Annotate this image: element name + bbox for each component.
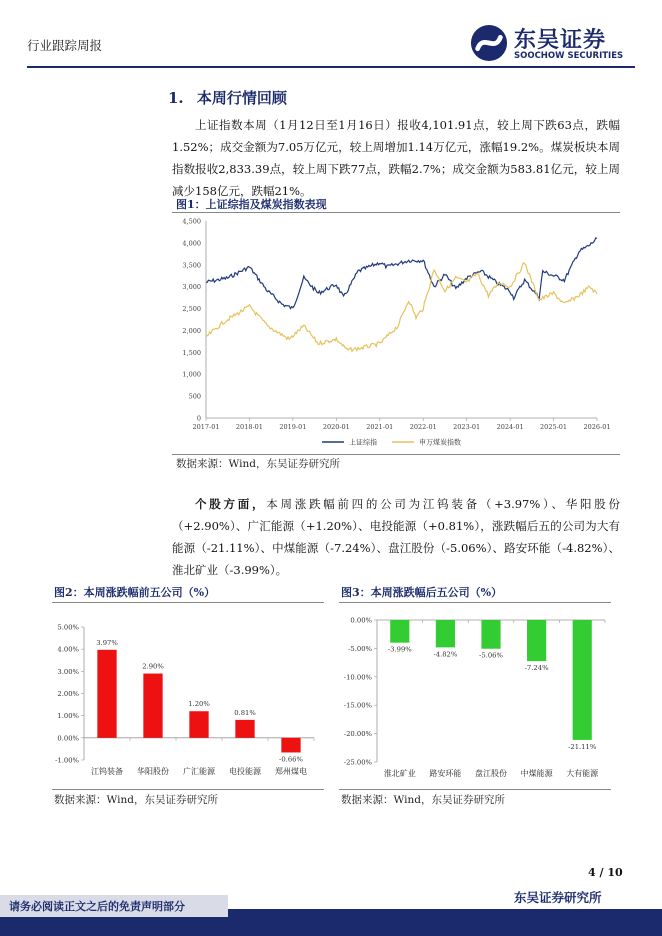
bar [281,738,300,753]
y-tick-label: 2.00% [57,690,79,698]
x-tick-label: 2025-01 [540,423,568,431]
y-tick-label: 0.00% [350,616,372,625]
y-tick-label: -25.00% [343,758,372,767]
x-tick-label: 2017-01 [192,423,220,431]
figure1-source: 数据来源：Wind，东吴证券研究所 [176,458,340,470]
paragraph-stocks [172,493,620,581]
category-label: 淮北矿业 [383,769,416,778]
logo-en: SOOCHOW SECURITIES [514,51,624,61]
category-label: 江钨装备 [91,767,123,776]
x-tick-label: 2019-01 [279,423,307,431]
y-tick-label: -20.00% [343,730,372,739]
x-tick-label: 2021-01 [366,423,394,431]
section-heading: 本周行情回顾 [196,89,287,107]
section-number: 1. [168,89,184,107]
y-tick-label: -10.00% [343,673,372,682]
figure2-title: 图2：本周涨跌幅前五公司（%） [54,586,216,599]
bar [527,620,546,661]
y-tick-label: 1,000 [182,370,201,379]
data-label: -3.99% [387,645,412,654]
x-tick-label: 2020-01 [322,423,350,431]
figure3-title: 图3：本周涨跌幅后五公司（%） [341,586,503,599]
figure2-bottom-rule [52,789,324,790]
y-tick-label: 4,000 [182,239,201,248]
y-tick-label: 3,500 [182,261,201,270]
x-tick-label: 2026-01 [583,423,611,431]
y-tick-label: 4,500 [182,217,201,226]
section-title [168,87,287,108]
data-label: 3.97% [96,638,118,647]
bar [436,620,455,647]
series-line-coal [206,263,597,352]
paragraph-text: 本周涨跌幅前四的公司为江钨装备（+3.97%）、华阳股份（+2.90%）、广汇能源（+1.20%）、电投能源（+0.81%），涨跌幅后五的公司为大有能源（-21.11%）、中煤能源（-7.24%）、盘江股份（-5.06%）、路安环能（-4.82%）、淮北矿业（-3.99%）。 [172,497,620,577]
data-label: -4.82% [433,650,458,659]
figure1-title: 图1：上证综指及煤炭指数表现 [176,198,327,211]
data-label: 0.81% [234,708,256,717]
y-tick-label: 500 [188,392,201,401]
logo-icon [470,24,508,62]
bar [573,620,592,740]
y-tick-label: 1.00% [57,712,79,721]
index-line-chart [172,213,620,453]
y-tick-label: 5.00% [57,623,79,632]
figure2-source: 数据来源：Wind，东吴证券研究所 [54,794,218,806]
category-label: 广汇能源 [183,767,215,776]
y-tick-label: 3.00% [57,667,79,676]
y-tick-label: 2,500 [182,305,201,314]
bar [235,720,254,738]
figure3-bottom-rule [339,789,611,790]
report-type: 行业跟踪周报 [27,38,103,53]
figure2-top-rule [52,602,324,603]
category-label: 郑州煤电 [275,767,307,776]
x-tick-label: 2018-01 [235,423,263,431]
x-tick-label: 2023-01 [453,423,481,431]
y-tick-label: -1.00% [55,756,79,765]
category-label: 路安环能 [429,769,462,778]
bar [481,620,500,649]
y-tick-label: 2,000 [182,326,201,335]
legend-label: 申万煤炭指数 [419,438,461,447]
figure3-source: 数据来源：Wind，东吴证券研究所 [341,794,505,806]
figure3-top-rule [339,602,611,603]
data-label: -21.11% [568,742,597,751]
top-gainers-bar-chart [52,606,324,786]
bar [189,711,208,738]
x-tick-label: 2022-01 [409,423,437,431]
bar [143,674,162,738]
data-label: -5.06% [479,651,503,660]
y-tick-label: 1,500 [182,348,201,357]
category-label: 电投能源 [229,767,261,776]
y-tick-label: 0.00% [57,734,79,743]
y-tick-label: 3,000 [182,283,201,292]
company-logo [470,22,640,66]
category-label: 大有能源 [566,769,599,778]
header-divider [27,66,635,68]
y-tick-label: 0 [196,414,201,423]
paragraph-market: 上证指数本周（1月12日至1月16日）报收4,101.91点，较上周下跌63点，跌幅1.52%；成交金额为7.05万亿元，较上周增加1.14万亿元，涨幅19.2%。煤炭板块本周指数报收2,833.39点，较上周下跌77点，跌幅2.7%；成交金额为583.81亿元，较上周减少158亿元，跌幅21%。 [172,118,620,198]
paragraph-lead: 个股方面， [195,497,267,511]
page-number: 4 / 10 [588,866,623,879]
top-losers-bar-chart [339,606,611,786]
footer-company: 东吴证券研究所 [514,890,602,905]
figure1-bottom-rule [172,454,620,455]
category-label: 中煤能源 [520,769,553,778]
data-label: -7.24% [524,664,549,673]
data-label: 2.90% [142,662,164,671]
disclaimer-text: 请务必阅读正文之后的免责声明部分 [9,900,185,913]
y-tick-label: -15.00% [343,701,372,710]
logo-cn: 东吴证券 [514,28,607,53]
category-label: 华阳股份 [137,767,169,776]
bar [97,650,116,738]
legend-label: 上证综指 [349,438,377,447]
disclaimer-banner [0,895,228,917]
data-label: 1.20% [188,700,210,709]
bar [390,620,409,643]
x-tick-label: 2024-01 [496,423,524,431]
y-tick-label: -5.00% [348,644,372,653]
data-label: -0.66% [279,755,303,764]
y-tick-label: 4.00% [57,645,79,654]
category-label: 盘江股份 [475,769,507,778]
